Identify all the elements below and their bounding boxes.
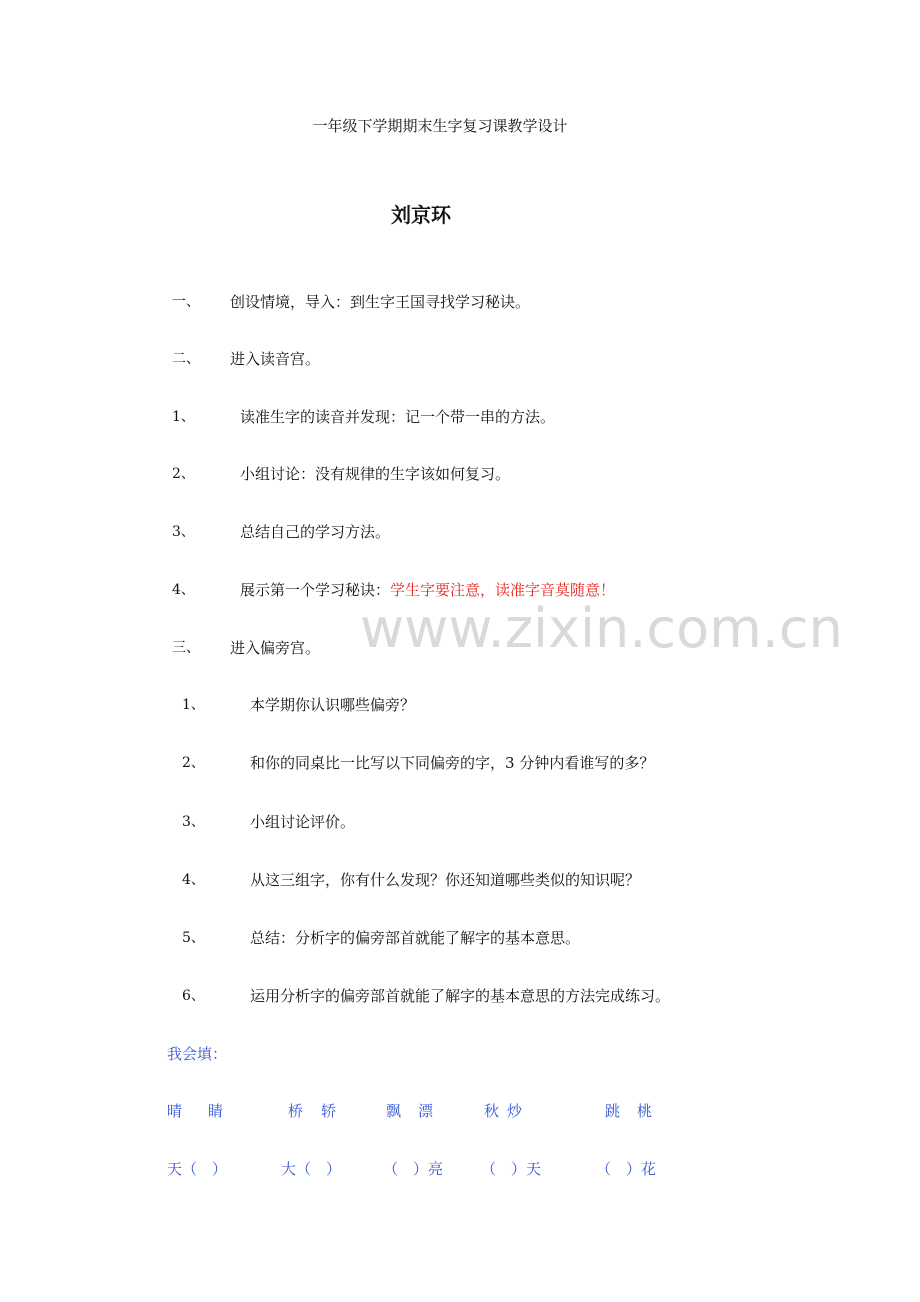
step-number: 1、 (172, 409, 195, 425)
section-text: 进入读音宫。 (230, 350, 321, 368)
exercise-char: 睛 (208, 1102, 224, 1120)
step-text: 读准生字的读音并发现：记一个带一串的方法。 (240, 408, 556, 426)
step-number: 2、 (182, 755, 205, 771)
exercise-char: 跳 (605, 1102, 621, 1120)
exercise-char: 飘 (386, 1102, 402, 1120)
exercise-char: 轿 (321, 1102, 337, 1120)
section-text: 创设情境，导入：到生字王国寻找学习秘诀。 (230, 293, 531, 311)
section-number: 三、 (172, 640, 200, 656)
fill-blank: （ ）天 (481, 1160, 542, 1178)
step-number: 3、 (182, 814, 205, 830)
exercise-char: 晴 (167, 1102, 183, 1120)
step-number: 3、 (172, 524, 195, 540)
exercise-label: 我会填： (167, 1045, 228, 1063)
step-text-prefix: 展示第一个学习秘诀： (240, 581, 391, 599)
exercise-char: 秋 (484, 1102, 500, 1120)
section-number: 二、 (172, 351, 200, 367)
secret-highlight: 学生字要注意，读准字音莫随意！ (390, 581, 616, 599)
step-text: 本学期你认识哪些偏旁？ (250, 696, 416, 714)
section-text: 进入偏旁宫。 (230, 639, 321, 657)
step-text: 小组讨论评价。 (250, 813, 356, 831)
exercise-char: 炒 (507, 1102, 523, 1120)
step-text: 运用分析字的偏旁部首就能了解字的基本意思的方法完成练习。 (250, 987, 671, 1005)
step-text (240, 583, 615, 598)
step-text: 总结：分析字的偏旁部首就能了解字的基本意思。 (250, 929, 581, 947)
fill-blank: 大（ ） (281, 1160, 342, 1178)
step-number: 1、 (182, 697, 205, 713)
fill-blank: （ ）花 (596, 1160, 657, 1178)
fill-blank: 天（ ） (167, 1160, 228, 1178)
fill-blank: （ ）亮 (383, 1160, 444, 1178)
step-number: 4、 (182, 872, 205, 888)
step-text: 和你的同桌比一比写以下同偏旁的字，3 分钟内看谁写的多？ (250, 754, 655, 772)
watermark: www.zixin.com.cn (360, 597, 843, 660)
step-number: 4、 (172, 582, 195, 598)
exercise-char: 桃 (637, 1102, 653, 1120)
step-number: 6、 (182, 988, 205, 1004)
document-title: 一年级下学期期末生字复习课教学设计 (312, 117, 568, 135)
exercise-char: 桥 (288, 1102, 304, 1120)
step-text: 总结自己的学习方法。 (240, 523, 391, 541)
step-text: 小组讨论：没有规律的生字该如何复习。 (240, 465, 511, 483)
step-text: 从这三组字，你有什么发现？你还知道哪些类似的知识呢？ (250, 871, 641, 889)
exercise-char: 漂 (418, 1102, 434, 1120)
step-number: 5、 (182, 930, 205, 946)
author-name: 刘京环 (391, 203, 451, 227)
step-number: 2、 (172, 466, 195, 482)
section-number: 一、 (172, 294, 200, 310)
